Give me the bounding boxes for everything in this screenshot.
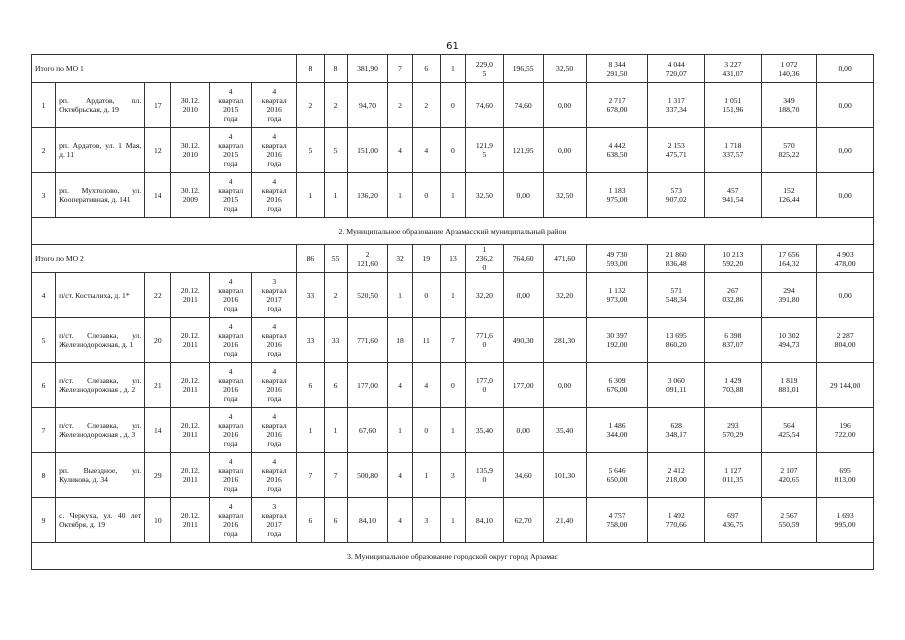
table-cell: 33 <box>324 318 347 363</box>
table-cell: 32,50 <box>466 173 504 218</box>
table-cell: 3 <box>412 498 440 543</box>
table-cell: 74,60 <box>466 83 504 128</box>
table-cell: 3 квартал 2017 года <box>252 273 297 318</box>
total-cell: 13 <box>440 245 465 273</box>
row-number: 8 <box>32 453 56 498</box>
table-cell: 21,40 <box>543 498 586 543</box>
table-cell: 20.12. 2011 <box>171 273 210 318</box>
table-cell: 177,0 0 <box>466 363 504 408</box>
total-cell: 86 <box>297 245 324 273</box>
total-cell: 4 044 720,07 <box>648 55 705 83</box>
total-cell: 1 236,2 0 <box>466 245 504 273</box>
table-cell: 2 <box>297 83 324 128</box>
table-cell: 0,00 <box>503 273 543 318</box>
table-cell: 1 486 344,00 <box>586 408 648 453</box>
table-cell: 1 <box>324 408 347 453</box>
table-cell: 4 квартал 2016 года <box>252 318 297 363</box>
table-cell: 2 567 550,59 <box>761 498 817 543</box>
table-cell: 571 548,34 <box>648 273 705 318</box>
table-cell: 34,60 <box>503 453 543 498</box>
table-cell: 0 <box>440 128 465 173</box>
table-cell: 6 <box>297 498 324 543</box>
table-cell: 152 126,44 <box>761 173 817 218</box>
table-cell: 1 <box>297 173 324 218</box>
table-cell: 1 <box>440 173 465 218</box>
table-cell: 4 <box>388 363 412 408</box>
table-cell: 20.12. 2011 <box>171 363 210 408</box>
table-cell: 11 <box>412 318 440 363</box>
total-cell: 49 730 593,00 <box>586 245 648 273</box>
table-cell: 1 132 973,00 <box>586 273 648 318</box>
section-heading: 2. Муниципальное образование Арзамасский муниципальный район <box>32 218 874 245</box>
total-cell: 55 <box>324 245 347 273</box>
address-cell: п/ст. Костылиха, д. 1* <box>56 273 145 318</box>
table-cell: 20.12. 2011 <box>171 498 210 543</box>
table-cell: 293 570,29 <box>705 408 762 453</box>
table-cell: 4 квартал 2015 года <box>210 173 252 218</box>
table-cell: 1 <box>297 408 324 453</box>
table-cell: 67,60 <box>347 408 388 453</box>
table-cell: 5 <box>297 128 324 173</box>
table-cell: 570 825,22 <box>761 128 817 173</box>
table-cell: 10 <box>145 498 171 543</box>
table-cell: 1 <box>388 173 412 218</box>
table-cell: 29 <box>145 453 171 498</box>
address-cell: с. Черкуха, ул. 40 лет Октября, д. 19 <box>56 498 145 543</box>
table-cell: 4 квартал 2016 года <box>210 408 252 453</box>
total-cell: 196,55 <box>503 55 543 83</box>
table-cell: 136,20 <box>347 173 388 218</box>
total-label: Итого по МО 2 <box>32 245 297 273</box>
total-cell: 7 <box>388 55 412 83</box>
total-row <box>32 245 874 273</box>
total-cell: 19 <box>412 245 440 273</box>
table-cell: 121,95 <box>503 128 543 173</box>
table-cell: 74,60 <box>503 83 543 128</box>
table-cell: 1 <box>440 273 465 318</box>
total-cell: 0,00 <box>817 55 874 83</box>
table-cell: 7 <box>324 453 347 498</box>
row-number: 1 <box>32 83 56 128</box>
total-cell: 1 072 140,36 <box>761 55 817 83</box>
table-row <box>32 173 874 218</box>
table-cell: 0,00 <box>503 173 543 218</box>
total-cell: 3 227 431,07 <box>705 55 762 83</box>
table-cell: 457 941,54 <box>705 173 762 218</box>
total-cell: 471,60 <box>543 245 586 273</box>
table-cell: 33 <box>297 273 324 318</box>
table-cell: 6 <box>324 498 347 543</box>
table-cell: 84,10 <box>347 498 388 543</box>
table-cell: 196 722,00 <box>817 408 874 453</box>
housing-program-table <box>31 54 874 570</box>
table-cell: 32,50 <box>543 173 586 218</box>
table-cell: 2 <box>388 83 412 128</box>
table-cell: 628 348,17 <box>648 408 705 453</box>
table-cell: 12 <box>145 128 171 173</box>
table-cell: 1 183 975,00 <box>586 173 648 218</box>
table-cell: 2 <box>412 83 440 128</box>
table-cell: 3 квартал 2017 года <box>252 498 297 543</box>
table-cell: 0,00 <box>543 83 586 128</box>
total-cell: 381,90 <box>347 55 388 83</box>
table-cell: 20 <box>145 318 171 363</box>
total-cell: 17 656 164,32 <box>761 245 817 273</box>
table-cell: 2 153 475,71 <box>648 128 705 173</box>
table-cell: 564 425,54 <box>761 408 817 453</box>
table-cell: 4 квартал 2016 года <box>252 453 297 498</box>
table-row <box>32 408 874 453</box>
total-cell: 8 <box>324 55 347 83</box>
table-cell: 10 302 494,73 <box>761 318 817 363</box>
table-cell: 30.12. 2010 <box>171 128 210 173</box>
table-cell: 4 квартал 2016 года <box>210 318 252 363</box>
table-cell: 0,00 <box>503 408 543 453</box>
table-cell: 6 398 837,07 <box>705 318 762 363</box>
table-cell: 520,50 <box>347 273 388 318</box>
section-heading-row <box>32 218 874 245</box>
address-cell: рп. Ардатов, ул. 1 Мая, д. 11 <box>56 128 145 173</box>
address-cell: рп. Выездное, ул. Куликова, д. 34 <box>56 453 145 498</box>
table-cell: 6 <box>297 363 324 408</box>
table-cell: 84,10 <box>466 498 504 543</box>
table-cell: 177,00 <box>503 363 543 408</box>
table-cell: 500,80 <box>347 453 388 498</box>
table-cell: 0 <box>440 83 465 128</box>
total-row <box>32 55 874 83</box>
table-cell: 4 квартал 2016 года <box>252 83 297 128</box>
table-cell: 135,9 0 <box>466 453 504 498</box>
table-row <box>32 83 874 128</box>
table-cell: 4 442 638,50 <box>586 128 648 173</box>
total-cell: 229,0 5 <box>466 55 504 83</box>
table-cell: 4 квартал 2015 года <box>210 128 252 173</box>
table-cell: 14 <box>145 173 171 218</box>
table-cell: 267 032,86 <box>705 273 762 318</box>
table-cell: 29 144,00 <box>817 363 874 408</box>
total-cell: 8 <box>297 55 324 83</box>
row-number: 5 <box>32 318 56 363</box>
table-cell: 2 287 804,00 <box>817 318 874 363</box>
table-cell: 101,30 <box>543 453 586 498</box>
table-cell: 20.12. 2011 <box>171 318 210 363</box>
row-number: 9 <box>32 498 56 543</box>
table-row <box>32 498 874 543</box>
table-cell: 30.12. 2009 <box>171 173 210 218</box>
table-cell: 0 <box>412 408 440 453</box>
table-cell: 695 813,00 <box>817 453 874 498</box>
table-cell: 0 <box>412 173 440 218</box>
table-row <box>32 453 874 498</box>
table-cell: 0,00 <box>543 363 586 408</box>
table-cell: 0 <box>440 363 465 408</box>
total-cell: 32,50 <box>543 55 586 83</box>
total-cell: 1 <box>440 55 465 83</box>
table-cell: 35,40 <box>543 408 586 453</box>
table-cell: 17 <box>145 83 171 128</box>
table-cell: 4 квартал 2016 года <box>210 498 252 543</box>
table-cell: 4 квартал 2016 года <box>210 273 252 318</box>
table-cell: 4 квартал 2016 года <box>210 363 252 408</box>
row-number: 2 <box>32 128 56 173</box>
table-cell: 0,00 <box>817 83 874 128</box>
table-cell: 62,70 <box>503 498 543 543</box>
table-cell: 1 718 337,57 <box>705 128 762 173</box>
table-cell: 2 412 218,00 <box>648 453 705 498</box>
table-cell: 4 квартал 2016 года <box>252 128 297 173</box>
table-cell: 2 <box>324 83 347 128</box>
table-cell: 1 <box>388 408 412 453</box>
table-cell: 697 436,75 <box>705 498 762 543</box>
section-heading: 3. Муниципальное образование городской округ город Арзамас <box>32 543 874 570</box>
table-cell: 2 107 420,65 <box>761 453 817 498</box>
table-cell: 1 317 337,34 <box>648 83 705 128</box>
table-cell: 2 <box>324 273 347 318</box>
total-cell: 764,60 <box>503 245 543 273</box>
row-number: 6 <box>32 363 56 408</box>
table-cell: 20.12. 2011 <box>171 408 210 453</box>
table-cell: 1 127 011,35 <box>705 453 762 498</box>
table-cell: 1 <box>412 453 440 498</box>
table-cell: 349 188,70 <box>761 83 817 128</box>
table-row <box>32 128 874 173</box>
table-cell: 14 <box>145 408 171 453</box>
table-cell: 1 <box>440 408 465 453</box>
table-cell: 5 <box>324 128 347 173</box>
table-cell: 4 квартал 2016 года <box>252 363 297 408</box>
table-cell: 771,60 <box>347 318 388 363</box>
table-cell: 1 693 995,00 <box>817 498 874 543</box>
table-row <box>32 273 874 318</box>
table-cell: 5 646 650,00 <box>586 453 648 498</box>
table-cell: 21 <box>145 363 171 408</box>
table-cell: 4 квартал 2016 года <box>210 453 252 498</box>
total-label: Итого по МО 1 <box>32 55 297 83</box>
table-cell: 121,9 5 <box>466 128 504 173</box>
page-number: 61 <box>446 41 459 52</box>
table-cell: 1 429 703,88 <box>705 363 762 408</box>
table-cell: 4 <box>412 128 440 173</box>
table-cell: 30.12. 2010 <box>171 83 210 128</box>
row-number: 3 <box>32 173 56 218</box>
table-cell: 7 <box>440 318 465 363</box>
total-cell: 6 <box>412 55 440 83</box>
address-cell: п/ст. Слезавка, ул. Железнодорожная , д. 3 <box>56 408 145 453</box>
section-heading-row <box>32 543 874 570</box>
table-cell: 294 391,80 <box>761 273 817 318</box>
table-cell: 1 492 770,66 <box>648 498 705 543</box>
address-cell: п/ст. Слезавка, ул. Железнодорожная , д. 2 <box>56 363 145 408</box>
total-cell: 21 860 836,48 <box>648 245 705 273</box>
row-number: 7 <box>32 408 56 453</box>
table-cell: 0,00 <box>817 173 874 218</box>
table-cell: 4 <box>388 453 412 498</box>
table-cell: 1 <box>440 498 465 543</box>
table-cell: 4 квартал 2016 года <box>252 408 297 453</box>
total-cell: 10 213 592,20 <box>705 245 762 273</box>
table-cell: 94,70 <box>347 83 388 128</box>
table-cell: 0,00 <box>543 128 586 173</box>
table-cell: 1 819 881,01 <box>761 363 817 408</box>
table-cell: 22 <box>145 273 171 318</box>
table-cell: 1 051 151,96 <box>705 83 762 128</box>
table-body <box>32 55 874 570</box>
table-cell: 18 <box>388 318 412 363</box>
table-cell: 2 717 678,00 <box>586 83 648 128</box>
table-cell: 4 757 758,00 <box>586 498 648 543</box>
table-cell: 13 695 860,20 <box>648 318 705 363</box>
row-number: 4 <box>32 273 56 318</box>
total-cell: 4 903 478,00 <box>817 245 874 273</box>
table-cell: 3 <box>440 453 465 498</box>
table-cell: 4 <box>412 363 440 408</box>
address-cell: рп. Ардатов, пл. Октябрьская, д. 19 <box>56 83 145 128</box>
table-cell: 6 309 676,00 <box>586 363 648 408</box>
table-cell: 4 <box>388 498 412 543</box>
table-cell: 4 <box>388 128 412 173</box>
table-cell: 0 <box>412 273 440 318</box>
table-cell: 33 <box>297 318 324 363</box>
table-cell: 32,20 <box>466 273 504 318</box>
table-cell: 177,00 <box>347 363 388 408</box>
table-cell: 3 060 091,11 <box>648 363 705 408</box>
table-cell: 0,00 <box>817 128 874 173</box>
address-cell: п/ст. Слезавка, ул. Железнодорожная, д. 1 <box>56 318 145 363</box>
table-cell: 20.12. 2011 <box>171 453 210 498</box>
table-cell: 1 <box>324 173 347 218</box>
table-cell: 7 <box>297 453 324 498</box>
table-cell: 1 <box>388 273 412 318</box>
table-row <box>32 318 874 363</box>
total-cell: 32 <box>388 245 412 273</box>
table-cell: 490,30 <box>503 318 543 363</box>
table-cell: 281,30 <box>543 318 586 363</box>
table-cell: 151,00 <box>347 128 388 173</box>
table-cell: 0,00 <box>817 273 874 318</box>
table-cell: 573 907,02 <box>648 173 705 218</box>
address-cell: рп. Мухтолово, ул. Кооперативная, д. 141 <box>56 173 145 218</box>
table-cell: 6 <box>324 363 347 408</box>
table-cell: 4 квартал 2015 года <box>210 83 252 128</box>
table-row <box>32 363 874 408</box>
table-cell: 30 397 192,00 <box>586 318 648 363</box>
total-cell: 8 344 291,50 <box>586 55 648 83</box>
table-cell: 35,40 <box>466 408 504 453</box>
table-cell: 771,6 0 <box>466 318 504 363</box>
table-cell: 32,20 <box>543 273 586 318</box>
total-cell: 2 121,60 <box>347 245 388 273</box>
table-cell: 4 квартал 2016 года <box>252 173 297 218</box>
